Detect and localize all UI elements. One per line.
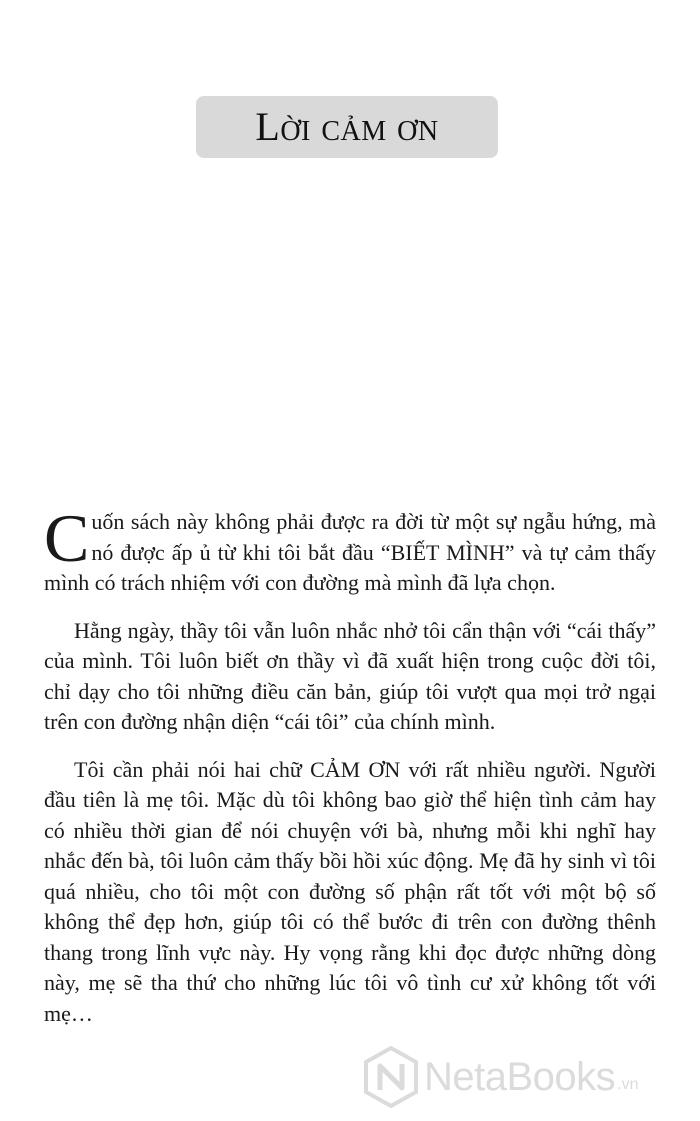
dropcap: C <box>44 500 90 576</box>
watermark <box>364 1046 684 1108</box>
watermark-brand: NetaBooks <box>424 1054 616 1099</box>
netabooks-logo-icon <box>364 1046 418 1108</box>
paragraph-3: Tôi cần phải nói hai chữ CẢM ƠN với rất nhiều người. Người đầu tiên là mẹ tôi. Mặc dù tôi không bao giờ thể hiện tình cảm hay có nhiều thời gian để nói chuyện với bà, nhưng mỗi khi nghĩ hay nhắc đến bà, tôi luôn cảm thấy bồi hồi xúc động. Mẹ đã hy sinh vì tôi quá nhiều, cho tôi một con đường số phận rất tốt với một bộ số không thể đẹp hơn, giúp tôi có thể bước đi trên con đường thênh thang trong lĩnh vực này. Hy vọng rằng khi đọc được những dòng này, mẹ sẽ tha thứ cho những lúc tôi vô tình cư xử không tốt với mẹ… <box>44 756 656 1026</box>
watermark-suffix: .vn <box>617 1076 639 1093</box>
paragraph-2: Hằng ngày, thầy tôi vẫn luôn nhắc nhở tôi cẩn thận với “cái thấy” của mình. Tôi luôn biết ơn thầy vì đã xuất hiện trong cuộc đời tôi, chỉ dạy cho tôi những điều căn bản, giúp tôi vượt qua mọi trở ngại trên con đường nhận diện “cái tôi” của chính mình. <box>44 617 656 734</box>
chapter-title: Lời cảm ơn <box>255 104 439 149</box>
paragraph-1-text: uốn sách này không phải được ra đời từ một sự ngẫu hứng, mà nó được ấp ủ từ khi tôi bắt đầu “BIẾT MÌNH” và tự cảm thấy mình có trách nhiệm với con đường mà mình đã lựa chọn. <box>44 509 656 595</box>
body-text <box>44 500 656 1046</box>
chapter-title-box <box>196 96 498 158</box>
paragraph-1 <box>44 500 656 599</box>
